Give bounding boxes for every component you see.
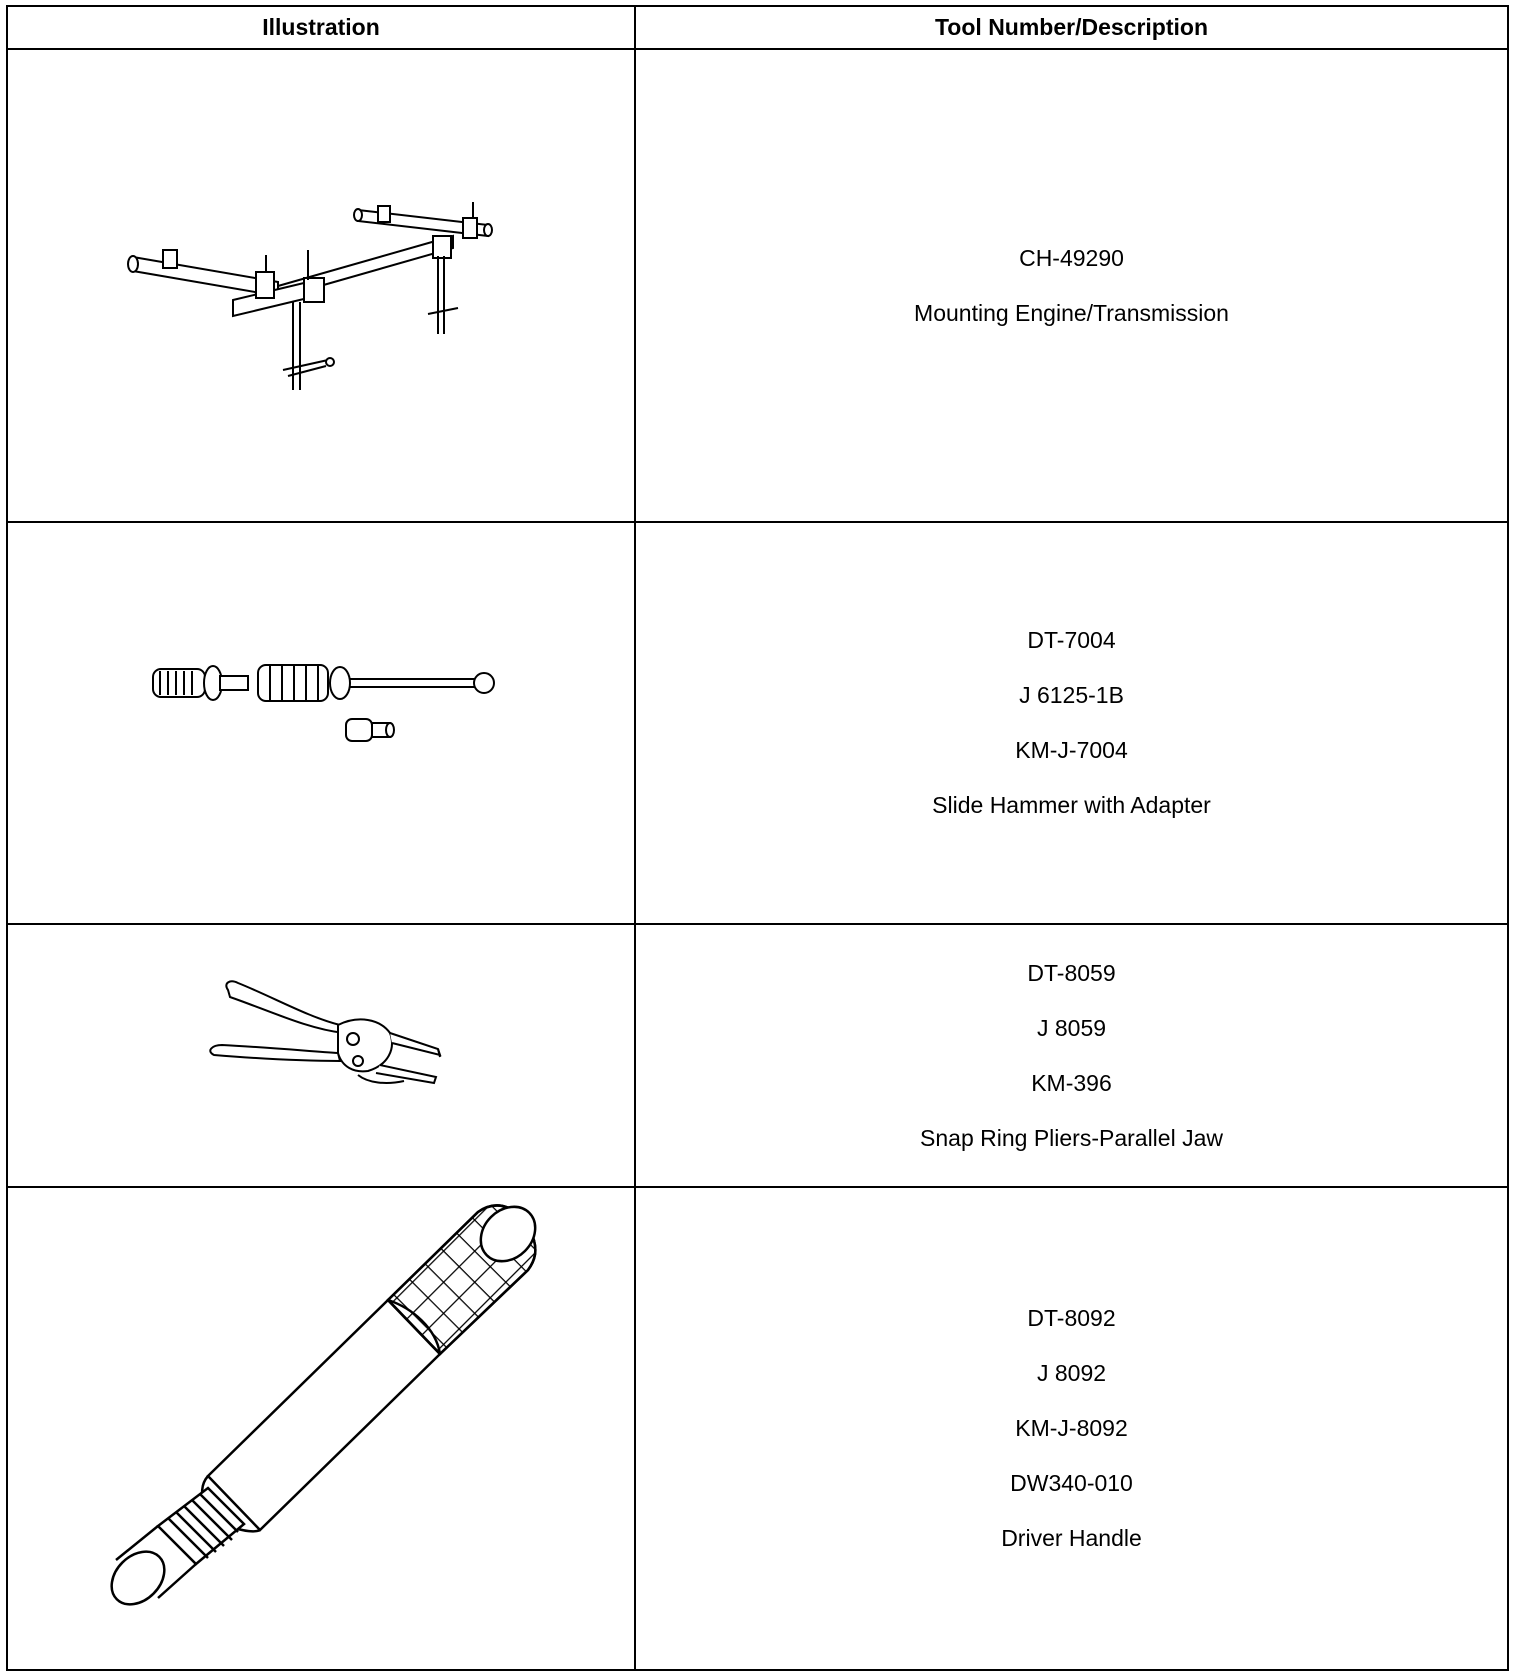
table-row bbox=[7, 522, 1508, 924]
tool-number: DW340-010 bbox=[1010, 1470, 1133, 1496]
snap-ring-pliers-icon bbox=[8, 925, 636, 1186]
tool-number: KM-J-8092 bbox=[1015, 1415, 1128, 1441]
tool-description: Snap Ring Pliers-Parallel Jaw bbox=[920, 1124, 1223, 1151]
tool-description-cell bbox=[635, 924, 1508, 1187]
special-tools-table bbox=[6, 5, 1509, 1671]
tool-number: J 8092 bbox=[1036, 1360, 1107, 1386]
engine-transmission-mount-icon bbox=[8, 50, 636, 521]
tool-number: DT-8092 bbox=[1027, 1305, 1116, 1331]
tool-description: Slide Hammer with Adapter bbox=[932, 792, 1211, 818]
tool-number: KM-J-7004 bbox=[1015, 737, 1128, 763]
tool-number: KM-396 bbox=[1031, 1069, 1112, 1096]
illustration-cell bbox=[7, 924, 635, 1187]
tool-description: Mounting Engine/Transmission bbox=[914, 299, 1229, 326]
tool-description-cell bbox=[635, 522, 1508, 924]
illustration-cell bbox=[7, 49, 635, 522]
tool-description: Driver Handle bbox=[1001, 1525, 1142, 1551]
header-tool-description: Tool Number/Description bbox=[635, 6, 1508, 49]
driver-handle-icon bbox=[8, 1188, 636, 1669]
tool-description-cell bbox=[635, 1187, 1508, 1670]
table-row bbox=[7, 1187, 1508, 1670]
tool-number: J 8059 bbox=[1036, 1014, 1107, 1041]
tool-number: DT-7004 bbox=[1027, 627, 1116, 653]
tool-description-cell bbox=[635, 49, 1508, 522]
tool-number: DT-8059 bbox=[1027, 959, 1116, 986]
tool-number: CH-49290 bbox=[1019, 244, 1124, 271]
header-illustration: Illustration bbox=[7, 6, 635, 49]
illustration-cell bbox=[7, 1187, 635, 1670]
tool-number: J 6125-1B bbox=[1019, 682, 1124, 708]
table-row bbox=[7, 49, 1508, 522]
table-row bbox=[7, 924, 1508, 1187]
table-header-row bbox=[7, 6, 1508, 49]
slide-hammer-icon bbox=[8, 523, 636, 923]
illustration-cell bbox=[7, 522, 635, 924]
